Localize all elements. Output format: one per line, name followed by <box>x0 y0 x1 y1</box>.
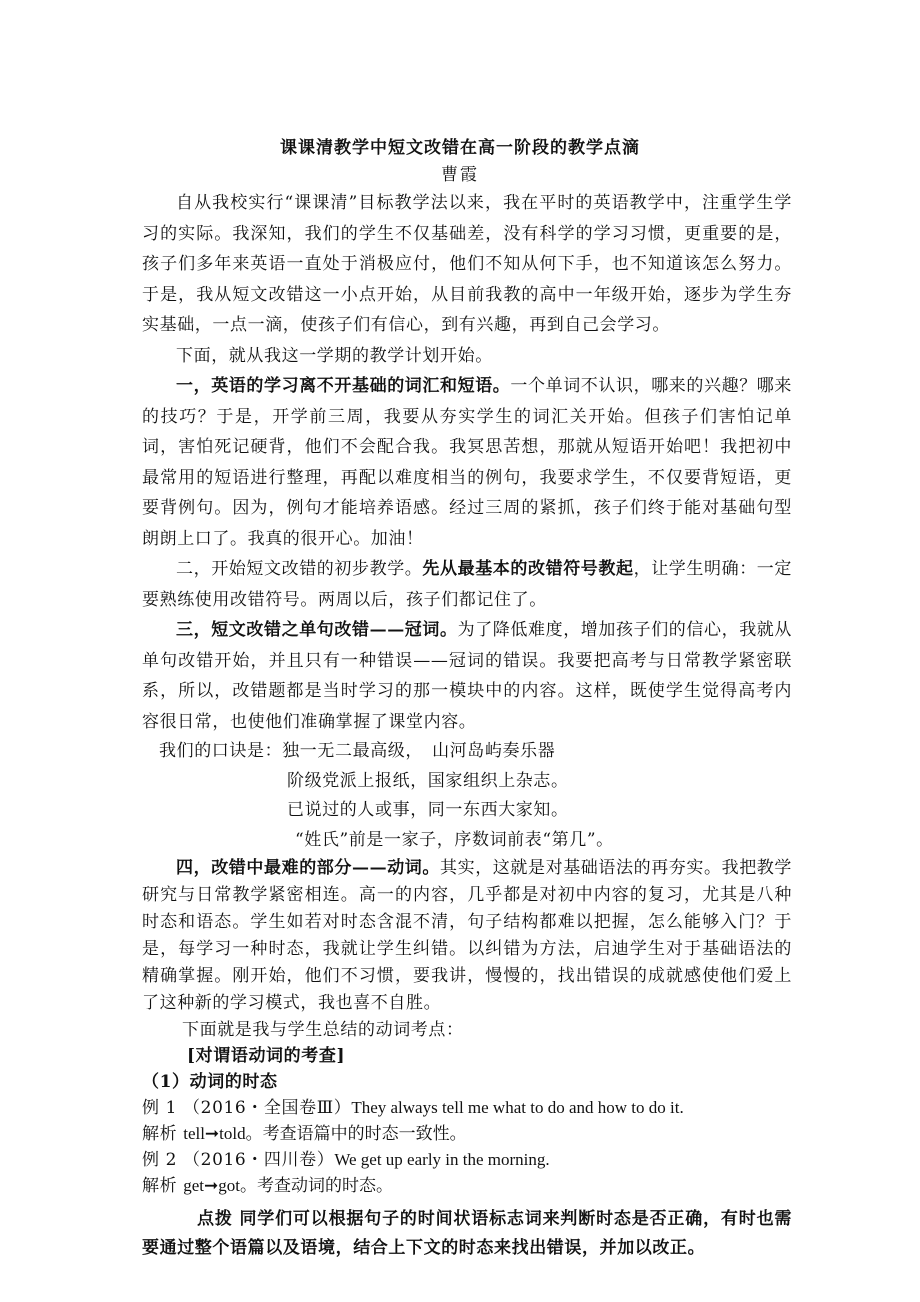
section-1-heading: 一，英语的学习离不开基础的词汇和短语。 <box>176 376 511 396</box>
section-1-text: 一个单词不认识，哪来的兴趣？哪来的技巧？于是，开学前三周，我要从夯实学生的词汇关开始。但孩子们害怕记单词，害怕死记硬背，他们不会配合我。我冥思苦想，那就从短语开始吧！我把初中最常用的短语进行整理，再配以难度相当的例句，我要求学生，不仅要背短语，更要背例句。因为，例句才能培养语感。经过三周的紧抓，孩子们终于能对基础句型朗朗上口了。我真的很开心。加油！ <box>142 376 793 549</box>
mnemonic-lead: 我们的口诀是： <box>159 741 283 761</box>
plan-intro-paragraph: 下面，就从我这一学期的教学计划开始。 <box>176 345 493 366</box>
bracket-heading: [对谓语动词的考查] <box>187 1046 346 1066</box>
tip-text: 同学们可以根据句子的时间状语标志词来判断时态是否正确，有时也需要通过整个语篇以及语境，结合上下文的时态来找出错误，并加以改正。 <box>142 1209 792 1258</box>
example-1-sentence: They always tell me what to do and how to do it. <box>351 1098 684 1117</box>
summary-intro: 下面就是我与学生总结的动词考点： <box>182 1020 464 1040</box>
section-1-paragraph <box>142 371 792 554</box>
section-2-lead: 二，开始短文改错的初步教学。 <box>176 559 423 579</box>
example-2 <box>142 1147 792 1173</box>
mnemonic-line-1 <box>142 737 792 767</box>
sub-heading: （1）动词的时态 <box>142 1072 278 1092</box>
example-1-source: （2016・全国卷Ⅲ） <box>183 1098 352 1118</box>
section-2-text: ，让学生明确：一定要熟练使用改错符号。两周以后，孩子们都记住了。 <box>142 559 793 610</box>
mnemonic-line-3: 已说过的人或事，同一东西大家知。 <box>287 800 569 820</box>
example-2-label: 例 2 <box>142 1150 178 1170</box>
document-title: 课课清教学中短文改错在高一阶段的教学点滴 <box>280 138 640 158</box>
section-3-text: 为了降低难度，增加孩子们的信心，我就从单句改错开始，并且只有一种错误——冠词的错误。我要把高考与日常教学紧密联系，所以，改错题都是当时学习的那一模块中的内容。这样，既使学生觉得高考内容很日常，也使他们准确掌握了课堂内容。 <box>142 620 793 732</box>
analysis-2 <box>142 1173 792 1199</box>
analysis-2-label: 解析 <box>142 1176 178 1196</box>
example-2-source: （2016・四川卷） <box>183 1150 335 1170</box>
author-name: 曹霞 <box>441 165 479 185</box>
tip-label: 点拨 <box>197 1209 233 1229</box>
example-1-label: 例 1 <box>142 1098 178 1118</box>
analysis-1-label: 解析 <box>142 1124 178 1144</box>
intro-paragraph: 自从我校实行“课课清”目标教学法以来，我在平时的英语教学中，注重学生学习的实际。我深知，我们的学生不仅基础差，没有科学的学习习惯，更重要的是，孩子们多年来英语一直处于消极应付，他们不知从何下手，也不知道该怎么努力。于是，我从短文改错这一小点开始，从目前我教的高中一年级开始，逐步为学生夯实基础，一点一滴，使孩子们有信心，到有兴趣，再到自己会学习。 <box>142 193 792 335</box>
example-1 <box>142 1095 792 1121</box>
section-4-heading: 四，改错中最难的部分——动词。 <box>176 858 440 878</box>
document-body <box>142 188 792 1263</box>
section-3-heading: 三，短文改错之单句改错——冠词。 <box>176 620 458 640</box>
example-2-sentence: We get up early in the morning. <box>334 1150 550 1169</box>
tip-paragraph <box>142 1205 792 1263</box>
analysis-1-text: tell➞told。考查语篇中的时态一致性。 <box>183 1124 467 1143</box>
section-4-text: 其实，这就是对基础语法的再夯实。我把教学研究与日常教学紧密相连。高一的内容，几乎都是对初中内容的复习，尤其是八种时态和语态。学生如若对时态含混不清，句子结构都难以把握，怎么能够入门？于是，每学习一种时态，我就让学生纠错。以纠错为方法，启迪学生对于基础语法的精确掌握。刚开始，他们不习惯，要我讲，慢慢的，找出错误的成就感使他们爱上了这种新的学习模式，我也喜不自胜。 <box>142 858 792 1013</box>
analysis-1 <box>142 1121 792 1147</box>
section-3-paragraph <box>142 615 792 737</box>
mnemonic-line-4: “姓氏”前是一家子，序数词前表“第几”。 <box>295 829 614 850</box>
mnemonic-text-1: 独一无二最高级， 山河岛屿奏乐器 <box>282 741 556 761</box>
section-2-bold: 先从最基本的改错符号教起 <box>422 559 634 579</box>
section-4-paragraph <box>142 855 792 1017</box>
mnemonic-line-2: 阶级党派上报纸，国家组织上杂志。 <box>287 770 569 791</box>
section-2-paragraph <box>142 554 792 615</box>
analysis-2-text: get➞got。考查动词的时态。 <box>183 1176 393 1195</box>
